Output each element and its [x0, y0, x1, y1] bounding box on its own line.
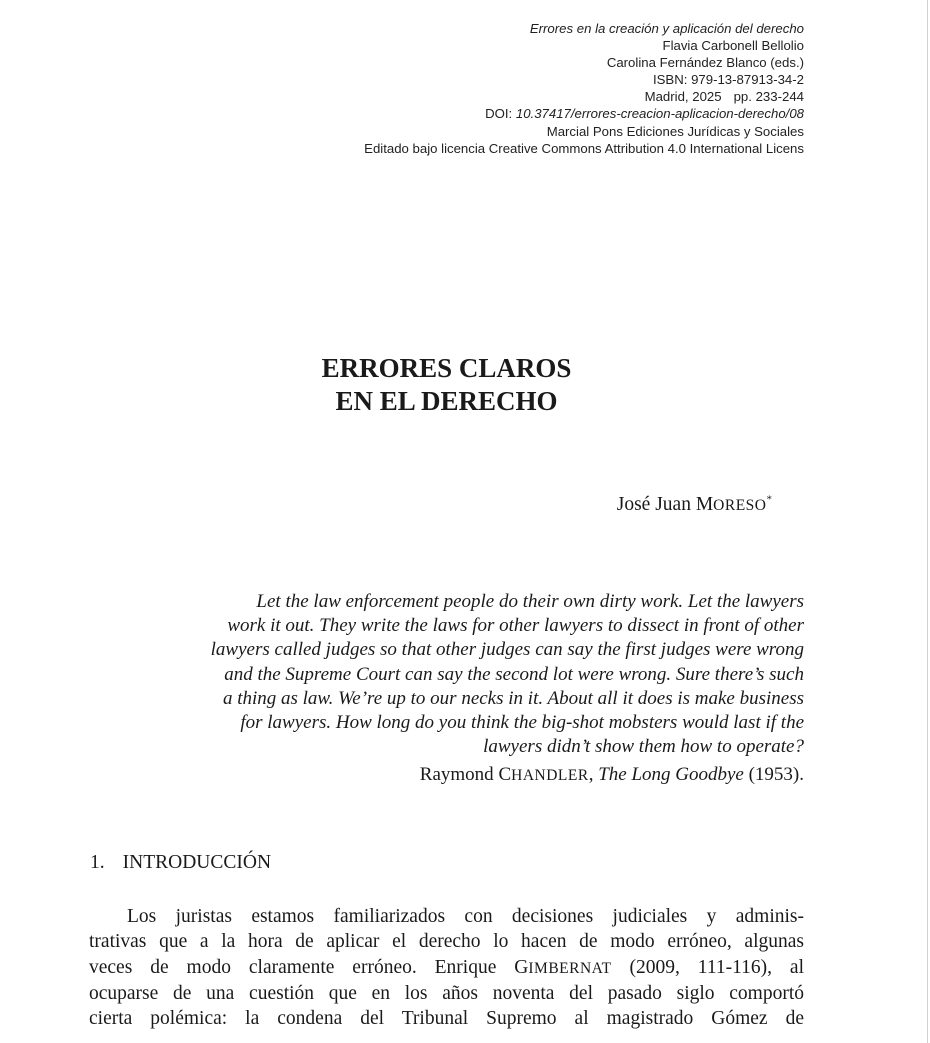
epigraph-line: lawyers called judges so that other judges can say the first judges were wrong — [210, 639, 804, 661]
attribution-year: (1953). — [743, 764, 804, 785]
epigraph-line: and the Supreme Court can say the second lot were wrong. Sure there’s such — [224, 663, 804, 685]
body-line: cierta polémica: la condena del Tribunal Supremo al magistrado Gómez de — [89, 1008, 804, 1030]
body-line-3-initial: G — [514, 956, 529, 978]
doi — [244, 105, 804, 122]
chapter-title-line-2: EN EL DERECHO — [335, 386, 558, 416]
author-surname-rest: ORESO — [713, 497, 767, 514]
body-line-3-smallcaps: IMBERNAT — [528, 959, 612, 977]
body-line: ocuparse de una cuestión que en los años noventa del pasado siglo comportó — [89, 982, 804, 1004]
attribution-surname-rest: HANDLER — [511, 767, 589, 784]
editor-1: Flavia Carbonell Bellolio — [662, 38, 804, 54]
publisher: Marcial Pons Ediciones Jurídicas y Sociales — [546, 123, 804, 139]
section-number: 1. — [90, 852, 105, 873]
attribution-surname-initial: C — [498, 764, 512, 785]
body-line: trativas que a la hora de aplicar el derecho lo hacen de modo erróneo, algunas — [89, 931, 804, 953]
attribution-separator: , — [588, 764, 599, 785]
author-given-names: José Juan — [616, 494, 696, 515]
author-footnote-mark: * — [766, 493, 772, 506]
publication-metadata — [244, 20, 804, 157]
section-title: INTRODUCCIÓN — [122, 852, 272, 873]
epigraph-line: Let the law enforcement people do their own dirty work. Let the lawyers — [256, 591, 804, 612]
doi-label: DOI: — [485, 106, 516, 122]
body-paragraph — [89, 904, 804, 1031]
attribution-given-name: Raymond — [419, 764, 499, 785]
author-name — [617, 494, 772, 516]
doi-value: 10.37417/errores-creacion-aplicacion-derecho/08 — [515, 106, 804, 122]
body-line-3-post: (2009, 111-116), al — [611, 956, 804, 978]
body-line: Los juristas estamos familiarizados con decisiones judiciales y adminis- — [127, 906, 804, 927]
chapter-title-line-1: ERRORES CLAROS — [321, 353, 572, 383]
epigraph-quote — [84, 590, 804, 759]
epigraph-attribution — [420, 764, 804, 786]
chapter-title — [0, 352, 893, 418]
place-year-pages — [244, 88, 804, 105]
license: Editado bajo licencia Creative Commons Attribution 4.0 International Licens — [364, 140, 804, 156]
epigraph-line: work it out. They write the laws for other lawyers to dissect in front of other — [227, 615, 804, 637]
place-year: Madrid, 2025 — [644, 89, 722, 105]
body-line-3-pre: veces de modo claramente erróneo. Enrique — [89, 956, 515, 978]
epigraph-line: for lawyers. How long do you think the big-shot mobsters would last if the — [240, 712, 804, 734]
body-line — [89, 955, 804, 981]
epigraph-line: a thing as law. We’re up to our necks in it. About all it does is make business — [222, 687, 804, 709]
author-surname-initial: M — [695, 494, 714, 515]
page-edge-divider — [927, 0, 928, 1043]
book-title: Errores en la creación y aplicación del derecho — [529, 21, 804, 36]
attribution-work: The Long Goodbye — [598, 764, 744, 785]
isbn: ISBN: 979-13-87913-34-2 — [652, 72, 804, 88]
section-heading — [90, 852, 271, 874]
editor-2: Carolina Fernández Blanco (eds.) — [606, 55, 804, 71]
epigraph-line: lawyers didn’t show them how to operate? — [483, 736, 804, 758]
page-range: pp. 233-244 — [733, 89, 804, 105]
